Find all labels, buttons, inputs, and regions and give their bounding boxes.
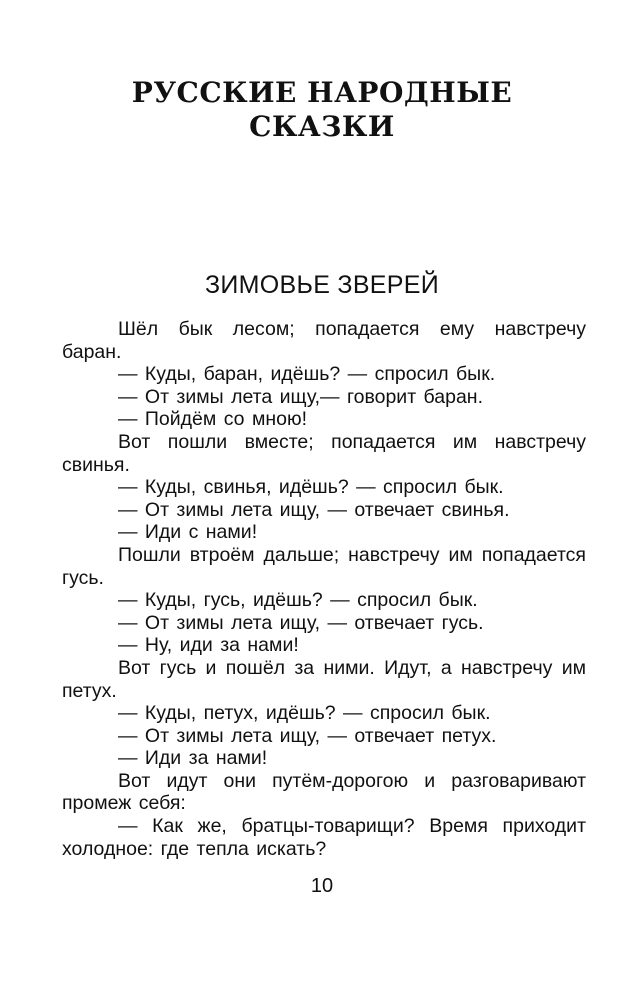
book-title-line-1: РУССКИЕ НАРОДНЫЕ <box>131 76 513 109</box>
paragraph: Вот пошли вместе; попадается им навстречу свинья. <box>62 430 586 476</box>
paragraph: — Куды, петух, идёшь? — спросил бык. <box>118 702 491 725</box>
tale-title: ЗИМОВЬЕ ЗВЕРЕЙ <box>204 271 439 299</box>
page-number: 10 <box>310 875 334 897</box>
paragraph: — От зимы лета ищу,— говорит баран. <box>118 385 483 408</box>
paragraph: — От зимы лета ищу, — отвечает свинья. <box>118 498 510 521</box>
paragraph: Вот гусь и пошёл за ними. Идут, а навстречу им петух. <box>62 656 586 702</box>
paragraph: — От зимы лета ищу, — отвечает петух. <box>118 724 497 747</box>
paragraph: — Куды, гусь, идёшь? — спросил бык. <box>118 589 478 612</box>
paragraph: — Куды, свинья, идёшь? — спросил бык. <box>118 476 504 499</box>
paragraph: Шёл бык лесом; попадается ему навстречу баран. <box>62 318 586 363</box>
tale-body <box>62 318 586 860</box>
paragraph: — Пойдём со мною! <box>118 408 308 431</box>
paragraph: Пошли втроём дальше; навстречу им попадается гусь. <box>62 543 586 589</box>
paragraph: — Ну, иди за нами! <box>118 634 299 657</box>
paragraph: — Куды, баран, идёшь? — спросил бык. <box>118 363 496 386</box>
paragraph: — От зимы лета ищу, — отвечает гусь. <box>118 611 484 634</box>
paragraph: — Как же, братцы-товарищи? Время приходит холодное: где тепла искать? <box>62 815 586 860</box>
book-title <box>0 76 644 144</box>
paragraph: — Иди за нами! <box>118 747 268 770</box>
paragraph: Вот идут они путём-дорогою и разговаривают промеж себя: <box>62 769 586 815</box>
paragraph: — Иди с нами! <box>118 521 258 544</box>
book-title-line-2: СКАЗКИ <box>249 110 395 143</box>
